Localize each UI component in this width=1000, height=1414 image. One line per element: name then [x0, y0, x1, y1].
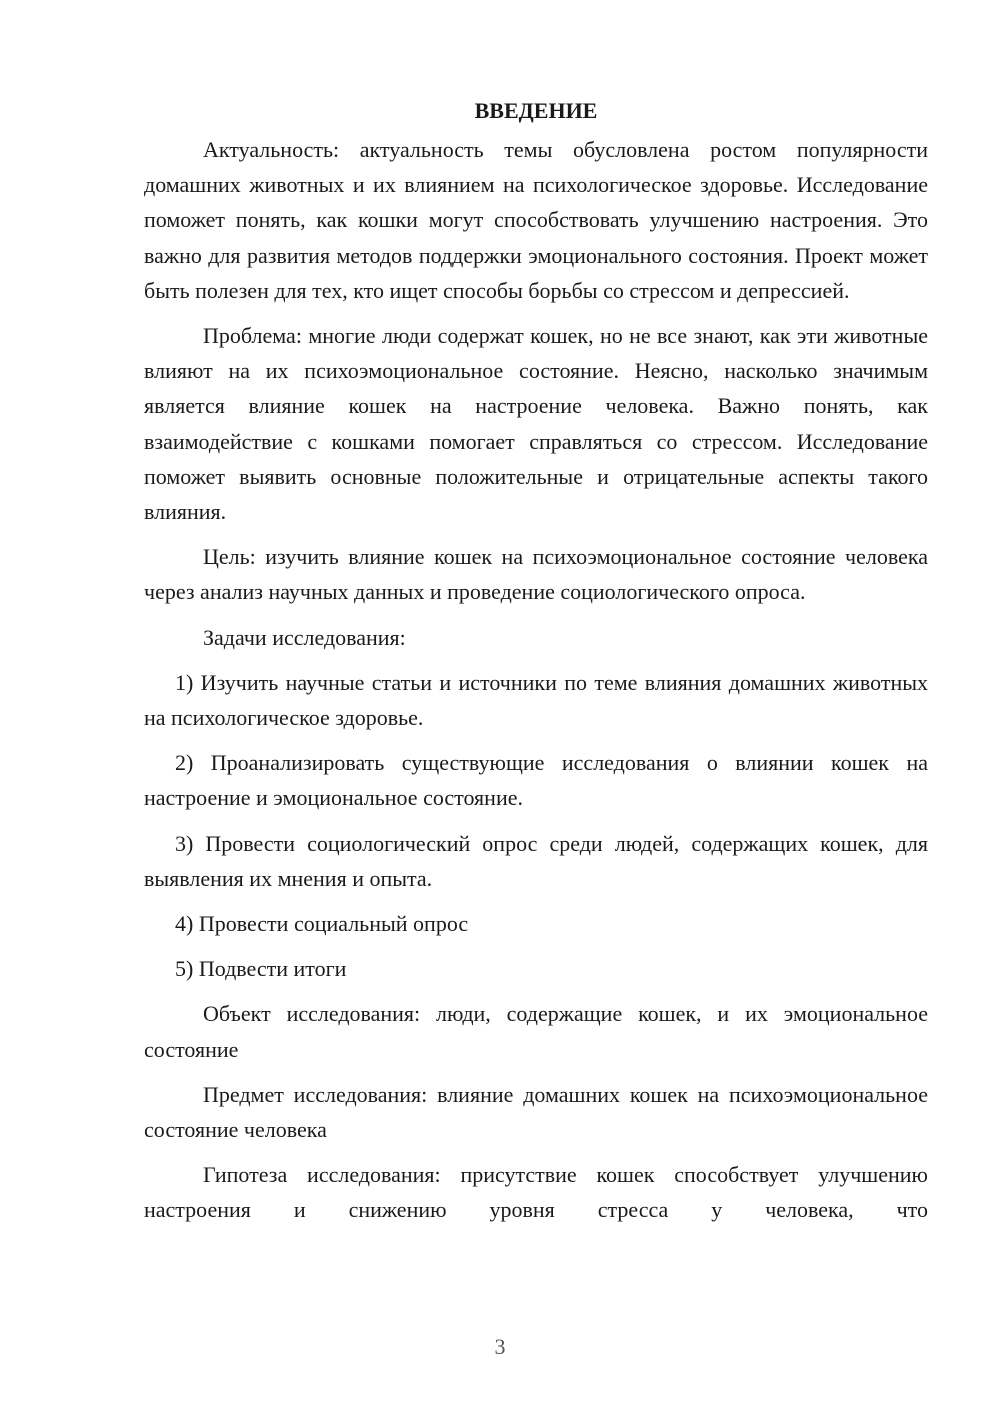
hypothesis-paragraph: Гипотеза исследования: присутствие кошек способствует улучшению настроения и снижению уровня стресса у человека, что: [144, 1162, 928, 1223]
relevance-paragraph: Актуальность: актуальность темы обусловлена ростом популярности домашних животных и их влиянием на психологическое здоровье. Исследование поможет понять, как кошки могут способствовать улучшению настроения. Это важно для развития методов поддержки эмоционального состояния. Проект может быть полезен для тех, кто ищет способы борьбы со стрессом и депрессией.: [144, 137, 928, 303]
tasks-heading: Задачи исследования:: [203, 624, 406, 650]
task-item-4: 4) Провести социальный опрос: [175, 911, 469, 937]
section-title: ВВЕДЕНИЕ: [474, 98, 598, 123]
page-number: 3: [494, 1334, 506, 1359]
object-paragraph: Объект исследования: люди, содержащие кошек, и их эмоциональное состояние: [144, 1001, 928, 1062]
task-item-2: 2) Проанализировать существующие исследования о влиянии кошек на настроение и эмоциональное состояние.: [144, 750, 928, 811]
subject-paragraph: Предмет исследования: влияние домашних кошек на психоэмоциональное состояние человека: [144, 1081, 928, 1143]
problem-paragraph: Проблема: многие люди содержат кошек, но не все знают, как эти животные влияют на их психоэмоциональное состояние. Неясно, насколько значимым является влияние кошек на настроение человека. Важно понять, как взаимодействие с кошками помогает справляться со стрессом. Исследование поможет выявить основные положительные и отрицательные аспекты такого влияния.: [144, 323, 928, 525]
goal-paragraph: Цель: изучить влияние кошек на психоэмоциональное состояние человека через анализ научных данных и проведение социологического опроса.: [144, 544, 928, 605]
document-page: [144, 96, 928, 1238]
task-item-3: 3) Провести социологический опрос среди людей, содержащих кошек, для выявления их мнения и опыта.: [144, 830, 928, 891]
task-item-1: 1) Изучить научные статьи и источники по теме влияния домашних животных на психологическое здоровье.: [144, 669, 928, 731]
task-item-5: 5) Подвести итоги: [175, 956, 347, 982]
